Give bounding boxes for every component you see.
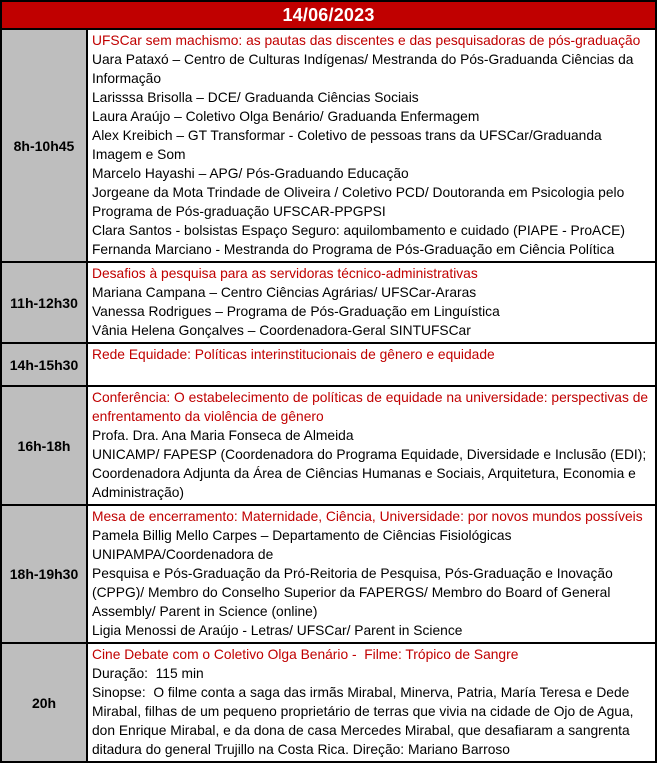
- session-detail: Jorgeane da Mota Trindade de Oliveira / Coletivo PCD/ Doutoranda em Psicologia pelo Programa de Pós-graduação UFSCAR-PPGPSI: [92, 185, 629, 219]
- session-cell: [88, 344, 655, 385]
- session-title: Conferência: O estabelecimento de políticas de equidade na universidade: perspectivas de enfrentamento da violência de gênero: [92, 390, 652, 424]
- session-detail: Mariana Campana – Centro Ciências Agrárias/ UFSCar-Araras: [92, 285, 477, 300]
- time-label: 18h-19h30: [9, 566, 79, 582]
- session-detail: Uara Pataxó – Centro de Culturas Indígenas/ Mestranda do Pós-Graduanda Ciências da Informação: [92, 52, 638, 86]
- session-title: Rede Equidade: Políticas interinstitucionais de gênero e equidade: [92, 347, 495, 362]
- session-detail: Pamela Billig Mello Carpes – Departamento de Ciências Fisiológicas: [92, 528, 512, 543]
- session-detail: Profa. Dra. Ana Maria Fonseca de Almeida: [92, 428, 354, 443]
- session-detail: Pesquisa e Pós-Graduação da Pró-Reitoria de Pesquisa, Pós-Graduação e Inovação (CPPG)/ Membro do Conselho Superior da FAPERGS/ Membro do Board of General Assembly/ Parent in Science (online): [92, 566, 617, 619]
- schedule-rows: [2, 28, 655, 761]
- session-cell: [88, 30, 655, 261]
- session-detail: Sinopse: O filme conta a saga das irmãs Mirabal, Minerva, Patria, María Teresa e Dede Mirabal, filhas de um pequeno proprietário de terras que vivia na cidade de Ojo de Agua, don Enrique Mirabal, e da dona de casa Mercedes Mirabal, que desafiaram a sangrenta ditadura do general Trujillo na Costa Rica. Direção: Mariano Barroso: [92, 685, 638, 757]
- time-label: 11h-12h30: [10, 294, 78, 311]
- session-title: Desafios à pesquisa para as servidoras técnico-administrativas: [92, 266, 478, 281]
- schedule-row: [2, 385, 655, 504]
- date-header: 14/06/2023: [2, 2, 655, 28]
- session-detail: Alex Kreibich – GT Transformar - Coletivo de pessoas trans da UFSCar/Graduanda Imagem e Som: [92, 128, 606, 162]
- time-label: 8h-10h45: [13, 137, 75, 154]
- session-detail: Duração: 115 min: [92, 666, 204, 681]
- schedule-row: [2, 342, 655, 385]
- session-detail: Ligia Menossi de Araújo - Letras/ UFSCar/ Parent in Science: [92, 623, 463, 638]
- session-title: UFSCar sem machismo: as pautas das discentes e das pesquisadoras de pós-graduação: [92, 33, 641, 48]
- session-detail: Marcelo Hayashi – APG/ Pós-Graduando Educação: [92, 166, 409, 181]
- session-title: Mesa de encerramento: Maternidade, Ciência, Universidade: por novos mundos possíveis: [92, 509, 643, 524]
- time-label: 16h-18h: [17, 437, 71, 454]
- session-detail: Vânia Helena Gonçalves – Coordenadora-Geral SINTUFSCar: [92, 323, 471, 338]
- session-cell: [88, 387, 655, 504]
- time-label: 14h-15h30: [9, 356, 79, 373]
- session-detail: Clara Santos - bolsistas Espaço Seguro: aquilombamento e cuidado (PIAPE - ProACE): [92, 223, 625, 238]
- time-cell: [2, 387, 88, 504]
- session-title: Cine Debate com o Coletivo Olga Benário - Filme: Trópico de Sangre: [92, 647, 519, 662]
- schedule-row: [2, 28, 655, 261]
- session-cell: [88, 506, 655, 642]
- session-detail: Vanessa Rodrigues – Programa de Pós-Graduação em Linguística: [92, 304, 500, 319]
- session-cell: [88, 644, 655, 761]
- time-cell: [2, 644, 88, 761]
- time-cell: [2, 344, 88, 385]
- time-cell: [2, 30, 88, 261]
- schedule-row: [2, 261, 655, 342]
- session-detail: Fernanda Marciano - Mestranda do Programa de Pós-Graduação em Ciência Política: [92, 242, 615, 257]
- session-detail: Larisssa Brisolla – DCE/ Graduanda Ciências Sociais: [92, 90, 419, 105]
- schedule-row: [2, 642, 655, 761]
- session-detail: [92, 364, 650, 383]
- time-cell: [2, 506, 88, 642]
- session-detail: UNICAMP/ FAPESP (Coordenadora do Programa Equidade, Diversidade e Inclusão (EDI); Coordenadora Adjunta da Área de Ciências Humanas e Sociais, Arquitetura, Economia e Administração): [92, 447, 651, 500]
- schedule-row: [2, 504, 655, 642]
- time-cell: [2, 263, 88, 342]
- time-label: 20h: [31, 694, 57, 711]
- session-detail: Laura Araújo – Coletivo Olga Benário/ Graduanda Enfermagem: [92, 109, 480, 124]
- session-detail: UNIPAMPA/Coordenadora de: [92, 547, 274, 562]
- session-cell: [88, 263, 655, 342]
